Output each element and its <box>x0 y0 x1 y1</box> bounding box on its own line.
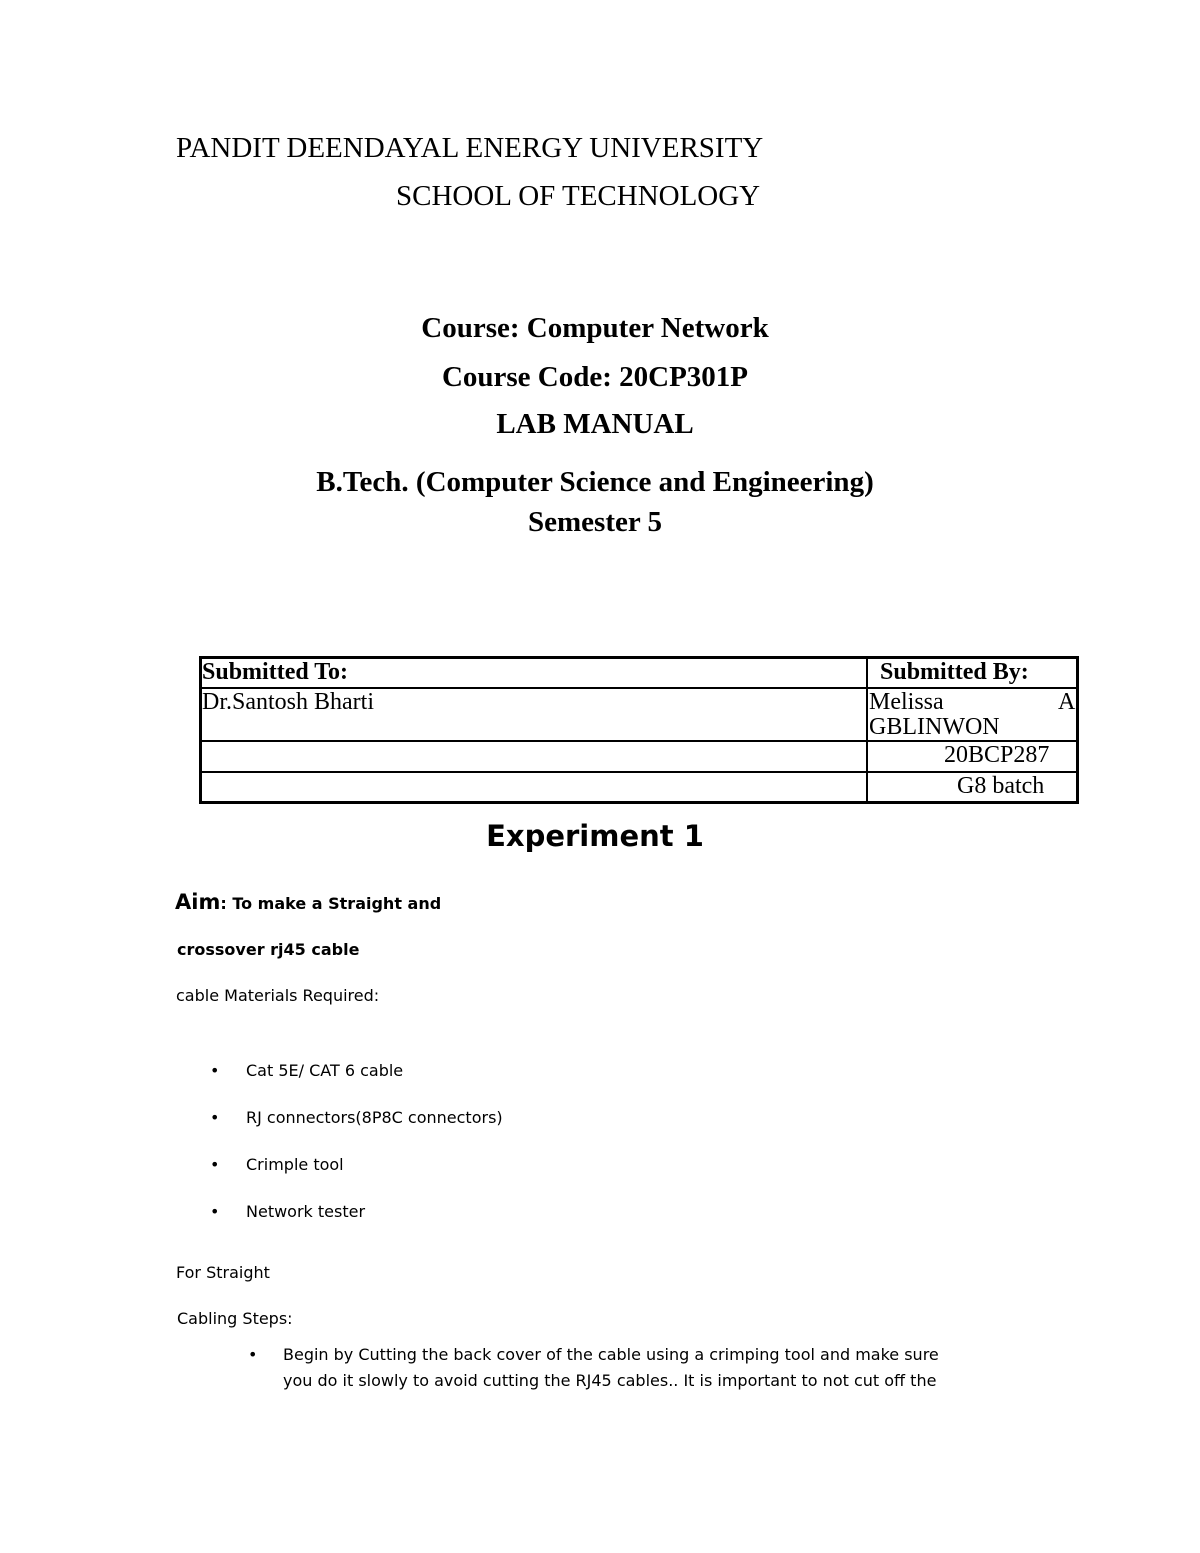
experiment-title: Experiment 1 <box>486 819 704 853</box>
list-item <box>210 1061 403 1080</box>
aim-label: Aim <box>175 890 221 914</box>
aim-text-continued: crossover rj45 cable <box>177 940 360 959</box>
lab-manual-label: LAB MANUAL <box>496 408 694 440</box>
teacher-name: Dr.Santosh Bharti <box>202 689 374 715</box>
for-straight-heading: For Straight <box>176 1263 270 1282</box>
material-text: RJ connectors(8P8C connectors) <box>246 1108 503 1127</box>
material-text: Cat 5E/ CAT 6 cable <box>246 1061 404 1080</box>
cabling-steps-heading: Cabling Steps: <box>177 1309 293 1328</box>
course-code: Course Code: 20CP301P <box>441 361 749 393</box>
roll-number: 20BCP287 <box>944 742 1050 768</box>
aim-text: : To make a Straight and <box>220 894 442 913</box>
submitted-by-header: Submitted By: <box>880 659 1029 685</box>
material-text: Crimple tool <box>246 1155 344 1174</box>
school-name: SCHOOL OF TECHNOLOGY <box>396 180 761 212</box>
semester-label: Semester 5 <box>528 506 662 538</box>
submission-table <box>199 656 1079 804</box>
bullet-icon: • <box>210 1061 220 1080</box>
degree-title: B.Tech. (Computer Science and Engineering) <box>316 466 874 498</box>
material-text: Network tester <box>246 1202 366 1221</box>
bullet-icon: • <box>248 1345 258 1364</box>
university-name: PANDIT DEENDAYAL ENERGY UNIVERSITY <box>176 132 764 164</box>
student-initial: A <box>1058 689 1076 715</box>
table-border-right <box>1076 656 1079 804</box>
step-text-line: Begin by Cutting the back cover of the cable using a crimping tool and make sure <box>283 1345 939 1364</box>
course-title: Course: Computer Network <box>421 312 769 344</box>
aim-line <box>175 890 441 914</box>
submitted-to-header: Submitted To: <box>202 659 349 685</box>
list-item <box>210 1202 365 1221</box>
student-first-name: Melissa <box>869 689 944 715</box>
step-text <box>283 1342 939 1394</box>
student-last-name: GBLINWON <box>869 714 1000 740</box>
list-item <box>210 1108 503 1127</box>
bullet-icon: • <box>210 1108 220 1127</box>
table-column-divider <box>866 656 868 804</box>
table-row-divider <box>199 771 1079 773</box>
bullet-icon: • <box>210 1155 220 1174</box>
materials-label: cable Materials Required: <box>176 986 380 1005</box>
step-text-line: you do it slowly to avoid cutting the RJ45 cables.. It is important to not cut off the <box>283 1371 937 1390</box>
batch-label: G8 batch <box>957 773 1045 799</box>
list-item <box>210 1155 344 1174</box>
bullet-icon: • <box>210 1202 220 1221</box>
table-border-bottom <box>199 801 1079 804</box>
